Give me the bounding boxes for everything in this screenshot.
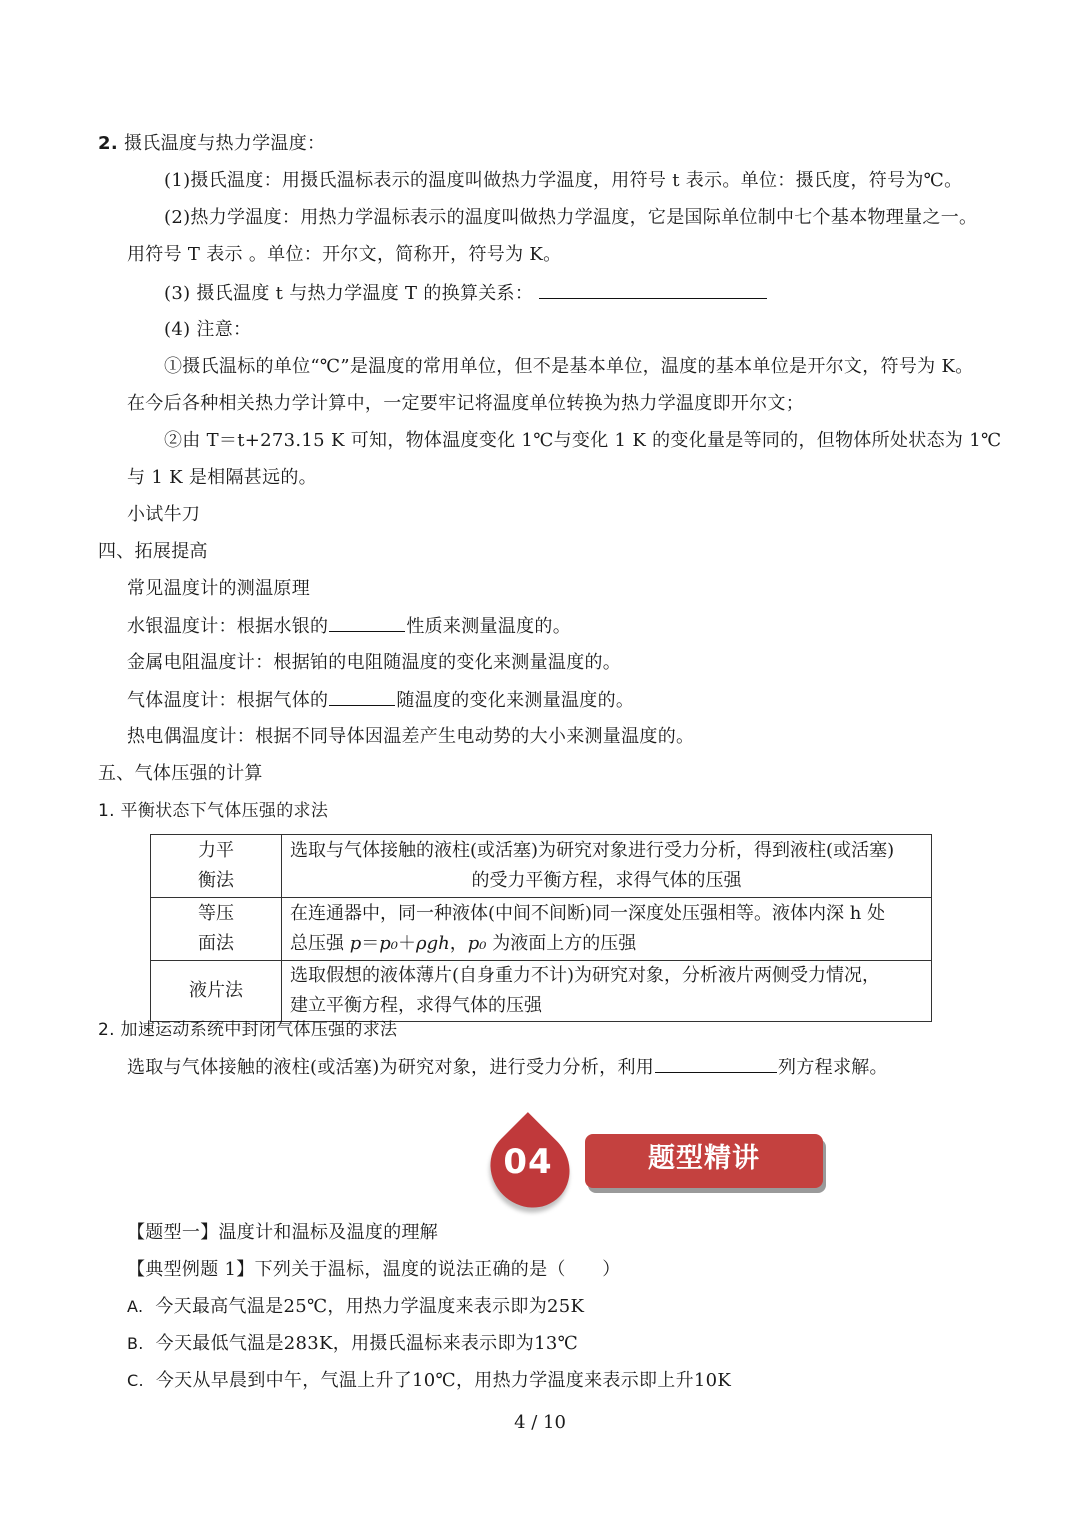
desc-line2: 建立平衡方程，求得气体的压强 bbox=[290, 995, 542, 1016]
formula-p0: p₀ bbox=[379, 933, 399, 954]
notes-heading: (4) 注意： bbox=[164, 319, 252, 340]
section-banner bbox=[485, 1128, 830, 1208]
kelvin-definition-line1: (2)热力学温度：用热力学温标表示的温度叫做热力学温度，它是国际单位制中七个基本物理量之一。 bbox=[164, 207, 978, 228]
table-row bbox=[151, 898, 932, 961]
option-a-label: A. bbox=[127, 1297, 144, 1316]
method-line2: 面法 bbox=[198, 933, 234, 954]
option-b-label: B. bbox=[127, 1334, 144, 1353]
method-cell bbox=[151, 835, 282, 898]
desc-line2 bbox=[290, 929, 923, 959]
mercury-text-b: 性质来测量温度的。 bbox=[406, 616, 572, 637]
formula-p: p bbox=[349, 933, 362, 954]
question-type-heading: 【题型一】温度计和温标及温度的理解 bbox=[127, 1222, 439, 1243]
page-indicator: 4 / 10 bbox=[514, 1412, 566, 1433]
trial-label: 小试牛刀 bbox=[127, 504, 201, 525]
banner-title: 题型精讲 bbox=[585, 1134, 823, 1188]
desc-line2-b: ， bbox=[449, 933, 468, 954]
gas-thermometer bbox=[127, 687, 634, 714]
example-question: 【典型例题 1】下列关于温标，温度的说法正确的是（ ） bbox=[127, 1259, 621, 1280]
kelvin-definition-line2: 用符号 T 表示 。单位：开尔文，简称开，符号为 K。 bbox=[127, 244, 562, 265]
desc-line2-c: 为液面上方的压强 bbox=[486, 933, 637, 954]
table-row bbox=[151, 835, 932, 898]
metal-resistance-thermometer: 金属电阻温度计：根据铂的电阻随温度的变化来测量温度的。 bbox=[127, 652, 622, 673]
thermometer-intro: 常见温度计的测温原理 bbox=[127, 578, 310, 599]
conversion-relation-text: (3) 摄氏温度 t 与热力学温度 T 的换算关系： bbox=[164, 283, 534, 304]
option-a[interactable] bbox=[127, 1294, 584, 1320]
section5-heading: 五、气体压强的计算 bbox=[98, 763, 263, 784]
option-b[interactable] bbox=[127, 1331, 578, 1357]
option-c-label: C. bbox=[127, 1371, 144, 1390]
method-cell bbox=[151, 898, 282, 961]
section2-heading-num: 2. bbox=[98, 133, 118, 154]
desc-line1: 选取假想的液体薄片(自身重力不计)为研究对象，分析液片两侧受力情况， bbox=[290, 965, 881, 986]
note2-line2: 与 1 K 是相隔甚远的。 bbox=[127, 467, 317, 488]
formula-p0b: p₀ bbox=[467, 933, 487, 954]
note2-line1: ②由 T＝t+273.15 K 可知，物体温度变化 1℃与变化 1 K 的变化量是等同的，但物体所处状态为 1℃ bbox=[164, 430, 1002, 451]
option-b-text: 今天最低气温是283K，用摄氏温标来表示即为13℃ bbox=[155, 1333, 579, 1354]
pressure-methods-table bbox=[150, 834, 932, 1022]
gas-blank[interactable] bbox=[329, 687, 395, 706]
note1-line2: 在今后各种相关热力学计算中，一定要牢记将温度单位转换为热力学温度即开尔文； bbox=[127, 393, 805, 414]
desc-line2-a: 总压强 bbox=[290, 933, 350, 954]
mercury-thermometer bbox=[127, 613, 571, 640]
description-cell bbox=[282, 961, 932, 1022]
option-c-text: 今天从早晨到中午，气温上升了10℃，用热力学温度来表示即上升10K bbox=[155, 1370, 732, 1391]
option-a-text: 今天最高气温是25℃，用热力学温度来表示即为25K bbox=[155, 1296, 585, 1317]
mercury-blank[interactable] bbox=[329, 613, 405, 632]
celsius-definition: (1)摄氏温度：用摄氏温标表示的温度叫做热力学温度，用符号 t 表示。单位：摄氏度，符号为℃。 bbox=[164, 170, 963, 191]
mercury-text-a: 水银温度计：根据水银的 bbox=[127, 616, 329, 637]
section5-sub2: 2. 加速运动系统中封闭气体压强的求法 bbox=[98, 1020, 398, 1040]
section2-heading bbox=[98, 131, 325, 157]
desc-line2: 的受力平衡方程，求得气体的压强 bbox=[471, 870, 742, 891]
thermocouple-thermometer: 热电偶温度计：根据不同导体因温差产生电动势的大小来测量温度的。 bbox=[127, 726, 695, 747]
gas-text-b: 随温度的变化来测量温度的。 bbox=[396, 690, 635, 711]
section2-heading-text: 摄氏温度与热力学温度： bbox=[124, 133, 326, 154]
option-c[interactable] bbox=[127, 1368, 731, 1394]
method-line1: 力平 bbox=[198, 840, 234, 861]
conversion-blank[interactable] bbox=[539, 280, 767, 299]
gas-text-a: 气体温度计：根据气体的 bbox=[127, 690, 329, 711]
description-cell bbox=[282, 835, 932, 898]
formula-rhogh: ρgh bbox=[416, 933, 450, 954]
section4-heading: 四、拓展提高 bbox=[98, 541, 208, 562]
formula-eq: ＝ bbox=[361, 933, 380, 954]
section5-sub1: 1. 平衡状态下气体压强的求法 bbox=[98, 801, 329, 821]
conversion-relation bbox=[164, 280, 768, 307]
desc-line1: 选取与气体接触的液柱(或活塞)为研究对象进行受力分析，得到液柱(或活塞) bbox=[290, 840, 895, 861]
section5-sub2-text bbox=[127, 1054, 888, 1081]
method-cell: 液片法 bbox=[151, 961, 282, 1022]
sub2-text-b: 列方程求解。 bbox=[778, 1057, 888, 1078]
desc-line1: 在连通器中，同一种液体(中间不间断)同一深度处压强相等。液体内深 h 处 bbox=[290, 903, 886, 924]
banner-number: 04 bbox=[503, 1142, 553, 1182]
table-row bbox=[151, 961, 932, 1022]
sub2-text-a: 选取与气体接触的液柱(或活塞)为研究对象，进行受力分析，利用 bbox=[127, 1057, 655, 1078]
formula-plus: ＋ bbox=[398, 933, 417, 954]
method-line2: 衡法 bbox=[198, 870, 234, 891]
note1-line1: ①摄氏温标的单位“℃”是温度的常用单位，但不是基本单位，温度的基本单位是开尔文，符号为 K。 bbox=[164, 356, 974, 377]
sub2-blank[interactable] bbox=[655, 1054, 777, 1073]
description-cell bbox=[282, 898, 932, 961]
method-line1: 等压 bbox=[198, 903, 234, 924]
